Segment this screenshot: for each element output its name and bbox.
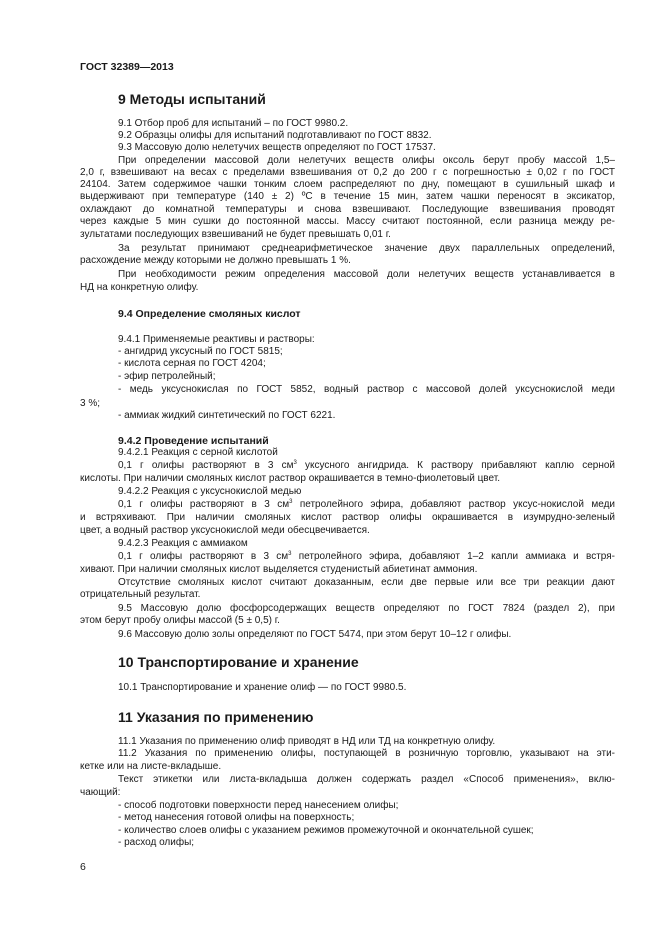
para-10-1: 10.1 Транспортирование и хранение олиф — по ГОСТ 9980.5.: [118, 682, 407, 693]
subsection-9-4-2-1: 9.4.2.1 Реакция с серной кислотой: [118, 447, 278, 458]
para-9-2: 9.2 Образцы олифы для испытаний подготавливают по ГОСТ 8832.: [118, 130, 432, 141]
subsection-9-4-2-3: 9.4.2.3 Реакция с аммиаком: [118, 538, 248, 549]
para-line: 0,1 г олифы растворяют в 3 $см^3$ петролейного эфира, добавляют раствор уксус-нокислой меди: [118, 499, 615, 510]
list-item-continuation: 3 %;: [80, 398, 101, 409]
para-9-3-line: зультатами последующих взвешиваний не будет превышать 0,01 г.: [80, 229, 391, 240]
para-9-3-line: через каждые 5 мин сушки до постоянной массы. Массу считают постоянной, если разница между ре-: [80, 216, 615, 227]
para-line: 0,1 г олифы растворяют в 3 $см^3$ уксусного ангидрида. К раствору прибавляют каплю серной: [118, 460, 615, 471]
section-10-title: 10 Транспортирование и хранение: [118, 654, 359, 670]
para-9-3-line: выдерживают при температуре (140 ± 2) ºС в течение 15 мин, затем чашки переносят в эксикатор,: [80, 191, 615, 202]
para-line: цвет, а водный раствор уксуснокислой меди обесцвечивается.: [80, 525, 370, 536]
para-11-2: 11.2 Указания по применению олифы, поступающей в розничную торговлю, указывают на эти-: [118, 748, 615, 759]
page-number: 6: [80, 861, 86, 873]
list-item: - эфир петролейный;: [118, 371, 216, 382]
para-mode-line: При необходимости режим определения массовой доли нелетучих веществ устанавливается в: [118, 269, 615, 280]
para-9-5-line: этом берут пробу олифы массой (5 ± 0,5) г.: [80, 615, 280, 626]
list-item: - способ подготовки поверхности перед нанесением олифы;: [118, 800, 399, 811]
para-result-line: За результат принимают среднеарифметическое значение двух параллельных определений,: [118, 243, 615, 254]
list-item: - расход олифы;: [118, 837, 195, 848]
para-11-2-line: кетке или на листе-вкладыше.: [80, 761, 222, 772]
list-item: - медь уксуснокислая по ГОСТ 5852, водный раствор с массовой долей уксуснокислой меди: [118, 384, 615, 395]
para-9-6: 9.6 Массовую долю золы определяют по ГОСТ 5474, при этом берут 10–12 г олифы.: [118, 629, 512, 640]
para-9-3-line: 2,0 г, взвешивают на весах с пределами взвешивания от 0,2 до 200 г с погрешностью ± 0,02 г по ГОСТ: [80, 167, 615, 178]
para-line: Отсутствие смоляных кислот считают доказанным, если две первые или все три реакции дают: [118, 577, 615, 588]
para-9-4-1: 9.4.1 Применяемые реактивы и растворы:: [118, 334, 315, 345]
para-line: отрицательный результат.: [80, 589, 201, 600]
para-mode-line: НД на конкретную олифу.: [80, 282, 199, 293]
list-item: - аммиак жидкий синтетический по ГОСТ 6221.: [118, 410, 336, 421]
para-line: хивают. При наличии смоляных кислот выделяется студенистый абиетинат аммония.: [80, 564, 478, 575]
section-11-title: 11 Указания по применению: [118, 709, 314, 725]
para-9-1: 9.1 Отбор проб для испытаний – по ГОСТ 9980.2.: [118, 118, 349, 129]
list-item: - метод нанесения готовой олифы на поверхность;: [118, 812, 355, 823]
para-9-3-line: охлаждают до комнатной температуры и снова взвешивают. Последующие взвешивания проводят: [80, 204, 615, 215]
para-line: кислоты. При наличии смоляных кислот раствор окрашивается в темно-фиолетовый цвет.: [80, 473, 500, 484]
para-9-3-line: 24104. Затем содержимое чашки тонким слоем распределяют по дну, помещают в сушильный шкаф и: [80, 179, 615, 190]
para-line: и встряхивают. При наличии смоляных кислот раствор олифы окрашивается в изумрудно-зеленый: [80, 512, 615, 523]
para-line: Текст этикетки или листа-вкладыша должен содержать раздел «Способ применения», вклю-: [118, 774, 615, 785]
section-9-title: 9 Методы испытаний: [118, 91, 266, 107]
list-item: - ангидрид уксусный по ГОСТ 5815;: [118, 346, 283, 357]
section-9-4-2-title: 9.4.2 Проведение испытаний: [118, 435, 269, 447]
subsection-9-4-2-2: 9.4.2.2 Реакция с уксуснокислой медью: [118, 486, 302, 497]
section-9-4-title: 9.4 Определение смоляных кислот: [118, 308, 301, 320]
para-9-3-line: При определении массовой доли нелетучих веществ олифы оксоль берут пробу массой 1,5–: [118, 155, 615, 166]
list-item: - количество слоев олифы с указанием режимов промежуточной и окончательной сушек;: [118, 825, 534, 836]
para-11-1: 11.1 Указания по применению олиф приводят в НД или ТД на конкретную олифу.: [118, 736, 496, 747]
para-result-line: расхождение между которыми не должно превышать 1 %.: [80, 255, 351, 266]
para-line: чающий:: [80, 787, 121, 798]
list-item: - кислота серная по ГОСТ 4204;: [118, 358, 266, 369]
document-header: ГОСТ 32389—2013: [80, 61, 174, 73]
para-line: 0,1 г олифы растворяют в 3 $см^3$ петролейного эфира, добавляют 1–2 капли аммиака и встря-: [118, 551, 615, 562]
para-9-5: 9.5 Массовую долю фосфорсодержащих веществ определяют по ГОСТ 7824 (раздел 2), при: [118, 603, 615, 614]
para-9-3: 9.3 Массовую долю нелетучих веществ определяют по ГОСТ 17537.: [118, 142, 436, 153]
